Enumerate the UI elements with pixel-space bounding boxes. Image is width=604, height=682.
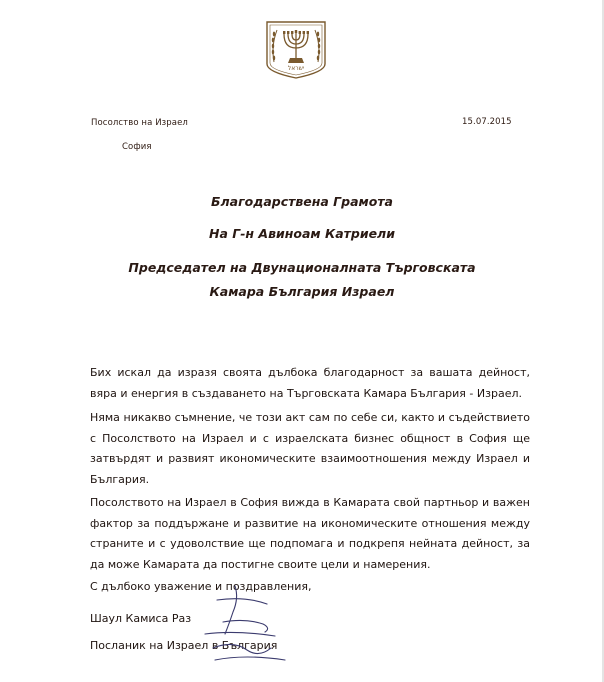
signatory-name: Шаул Камиса Раз — [90, 612, 192, 625]
closing-salutation: С дълбоко уважение и поздравления, — [90, 580, 312, 593]
signatory-position: Посланик на Израел в България — [90, 639, 278, 652]
state-emblem-icon — [261, 20, 331, 80]
body-paragraph-3: Посолството на Израел в София вижда в Камарата свой партньор и важен фактор за поддържане и развитие на икономическите отношения между страните и с удоволствие ще подпомага и подкрепя нейната дейност, за да може Камарата да постигне своите цели и намерения. — [90, 496, 530, 571]
certificate-title: Благодарствена Грамота — [210, 194, 393, 209]
body-paragraph-1: Бих искал да изразя своята дълбока благодарност за вашата дейност, вяра и енергия в създаването на Търговската Камара България - Израел. — [90, 366, 530, 400]
letter-date: 15.07.2015 — [462, 117, 512, 127]
sender-name: Посолство на Израел — [91, 118, 188, 128]
recipient-title-line1: Председател на Двунационалната Търговската — [128, 260, 476, 275]
svg-text:ישראל: ישראל — [287, 65, 305, 72]
body-paragraph-2: Няма никакво съмнение, че този акт сам по себе си, както и съдействието с Посолството на Израел и с израелската бизнес общност в София ще затвърдят и развият икономическите взаимоотношения между Израел и България. — [90, 411, 530, 486]
handwritten-signature — [175, 578, 325, 678]
sender-city: София — [122, 142, 152, 152]
recipient-line: На Г-н Авиноам Катриели — [209, 226, 395, 241]
recipient-title-line2: Камара България Израел — [209, 284, 395, 299]
